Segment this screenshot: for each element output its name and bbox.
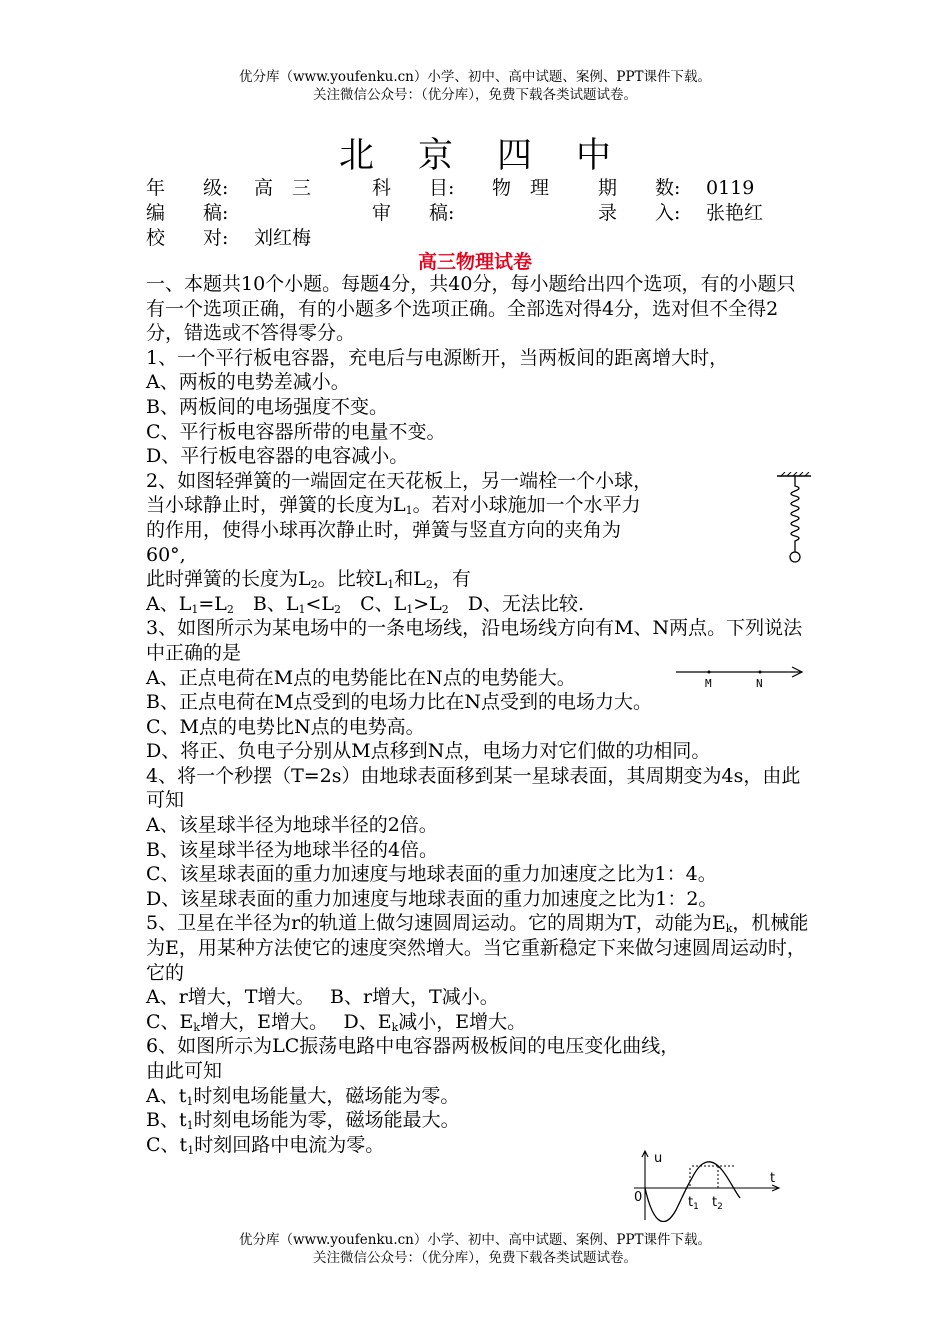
q2-line-3: 的作用，使得小球再次静止时，弹簧与竖直方向的夹角为 [146,518,622,541]
section-instructions: 一、本题共10个小题。每题4分，共40分，每小题给出四个选项，有的小题只有一个选项正确，有的小题多个选项正确。全部选对得4分，选对但不全得2分，错选或不答得零分。 [146,273,796,345]
q1-option-b: B、两板间的电场强度不变。 [146,395,388,418]
q4-option-d: D、该星球表面的重力加速度与地球表面的重力加速度之比为1：2。 [146,887,718,910]
t1-label: $t_1$ [688,1195,699,1212]
origin-label: 0 [634,1190,643,1205]
reviewer-label: 审 稿: [372,202,455,224]
point-n [759,671,762,674]
q2-options: A、$L_1=L_2$ B、$L_1<L_2$ C、$L_1>L_2$ D、无法比较. [146,592,585,616]
grade-value: 高 三 [254,177,312,199]
q6-option-a: A、$t_1$时刻电场能量大，磁场能为零。 [146,1084,460,1108]
q5-options-ab: A、r增大，T增大。 B、r增大，T减小。 [146,986,499,1009]
q6-line-1: 6、如图所示为LC振荡电路中电容器两极板间的电压变化曲线， [146,1035,680,1058]
issue-label: 期 数: [598,177,681,199]
q3-option-c: C、M点的电势比N点的电势高。 [146,715,425,738]
ball [790,552,800,562]
q6-option-c: C、$t_1$时刻回路中电流为零。 [146,1133,385,1157]
issue-value: 0119 [706,177,755,199]
lc-voltage-figure [630,1148,785,1222]
q4-stem: 4、将一个秒摆（T=2s）由地球表面移到某一星球表面，其周期变为4s，由此可知 [146,764,801,812]
q3-option-b: B、正点电荷在M点受到的电场力比在N点受到的电场力大。 [146,691,653,714]
entry-value: 张艳红 [706,202,764,224]
q1-option-c: C、平行板电容器所带的电量不变。 [146,420,446,443]
axis-u-label: u [654,1151,663,1166]
grade-label: 年 级: [146,177,229,199]
label-m: M [705,677,712,690]
q3-option-a: A、正点电荷在M点的电势能比在N点的电势能大。 [146,666,576,689]
q1-option-a: A、两板的电势差减小。 [146,371,350,394]
q5-stem: 5、卫星在半径为r的轨道上做匀速圆周运动。它的周期为T，动能为$E_k$，机械能为E，用某种方法使它的速度突然增大。当它重新稳定下来做匀速圆周运动时，它的 [146,912,809,984]
proof-value: 刘红梅 [254,227,312,249]
q3-option-d: D、将正、负电子分别从M点移到N点，电场力对它们做的功相同。 [146,740,711,763]
field-line-figure [676,662,806,690]
school-title: 北京四中 [338,136,655,176]
q6-option-b: B、$t_1$时刻电场能为零，磁场能最大。 [146,1109,460,1133]
subject-value: 物 理 [492,177,550,199]
q6-line-2: 由此可知 [146,1060,223,1082]
header-line-2: 关注微信公众号：（优分库），免费下载各类试题试卷。 [313,87,637,103]
axis-t-label: t [770,1171,776,1186]
q3-stem: 3、如图所示为某电场中的一条电场线，沿电场线方向有M、N两点。下列说法中正确的是 [146,617,803,664]
q2-line-1: 2、如图轻弹簧的一端固定在天花板上，另一端栓一个小球， [146,469,653,492]
proof-label: 校 对: [146,227,229,249]
q2-line-2: 当小球静止时，弹簧的长度为$L_1$。若对小球施加一个水平力 [146,494,641,518]
paper-title: 高三物理试卷 [417,251,532,273]
exam-body [146,272,810,1157]
label-n: N [756,677,763,690]
point-m [708,671,711,674]
q2-line-5: 此时弹簧的长度为$L_2$。比较$L_1$和$L_2$，有 [146,568,471,592]
subject-label: 科 目: [372,177,455,199]
entry-label: 录 入: [598,202,681,224]
spring-coil [791,476,799,552]
header-line-1: 优分库（www.youfenku.cn）小学、初中、高中试题、案例、PPT课件下载。 [238,69,712,85]
q2-line-4: 60°, [146,543,186,566]
q1-stem: 1、一个平行板电容器，充电后与电源断开，当两板间的距离增大时， [146,346,729,369]
footer-line-1: 优分库（www.youfenku.cn）小学、初中、高中试题、案例、PPT课件下载。 [238,1232,712,1248]
voltage-curve [645,1162,740,1222]
q4-option-a: A、该星球半径为地球半径的2倍。 [146,814,438,837]
footer-line-2: 关注微信公众号：（优分库），免费下载各类试题试卷。 [313,1250,637,1266]
q1-option-d: D、平行板电容器的电容减小。 [146,445,409,468]
editor-label: 编 稿: [146,202,229,224]
t2-label: $t_2$ [712,1195,723,1212]
q4-option-c: C、该星球表面的重力加速度与地球表面的重力加速度之比为1：4。 [146,863,717,886]
q5-options-cd: C、$E_k$增大，E增大。 D、$E_k$减小，E增大。 [146,1010,527,1034]
q4-option-b: B、该星球半径为地球半径的4倍。 [146,838,439,861]
spring-figure [775,472,815,568]
